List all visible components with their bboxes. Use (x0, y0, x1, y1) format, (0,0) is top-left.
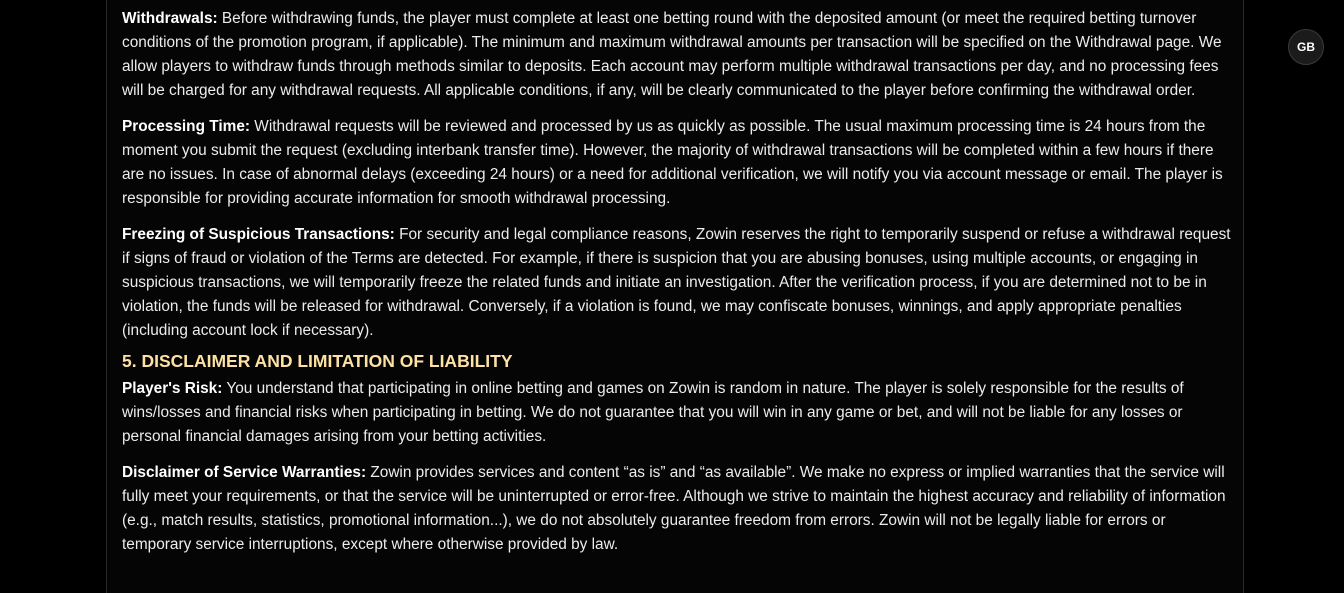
terms-content (122, 7, 1234, 569)
processing-time-paragraph (122, 115, 1234, 211)
service-warranties-paragraph (122, 461, 1234, 557)
language-selector-button[interactable]: GB (1288, 29, 1324, 65)
freezing-paragraph (122, 223, 1234, 343)
processing-time-text: Withdrawal requests will be reviewed and processed by us as quickly as possible. The usual maximum processing time is 24 hours from the moment you submit the request (excluding interbank transfer time). However, the majority of withdrawal transactions will be completed within a few hours if there are no issues. In case of abnormal delays (exceeding 24 hours) or a need for additional verification, we will notify you via account message or email. The player is responsible for providing accurate information for smooth withdrawal processing. (122, 118, 1223, 207)
freezing-label: Freezing of Suspicious Transactions: (122, 226, 395, 243)
terms-content-panel (106, 0, 1244, 593)
withdrawals-paragraph (122, 7, 1234, 103)
freezing-text: For security and legal compliance reasons, Zowin reserves the right to temporarily suspend or refuse a withdrawal request if signs of fraud or violation of the Terms are detected. For example, if there is suspicion that you are abusing bonuses, using multiple accounts, or engaging in suspicious transactions, we will temporarily freeze the related funds and initiate an investigation. After the verification process, if you are determined not to be in violation, the funds will be released for withdrawal. Conversely, if a violation is found, we may confiscate bonuses, winnings, and apply appropriate penalties (including account lock if necessary). (122, 226, 1231, 339)
disclaimer-section-heading: 5. DISCLAIMER AND LIMITATION OF LIABILITY (122, 351, 513, 371)
processing-time-label: Processing Time: (122, 118, 251, 135)
service-warranties-label: Disclaimer of Service Warranties: (122, 464, 367, 481)
players-risk-paragraph (122, 377, 1234, 449)
withdrawals-text: Before withdrawing funds, the player must complete at least one betting round with the deposited amount (or meet the required betting turnover conditions of the promotion program, if applicable). The minimum and maximum withdrawal amounts per transaction will be specified on the Withdrawal page. We allow players to withdraw funds through methods similar to deposits. Each account may perform multiple withdrawal transactions per day, and no processing fees will be charged for any withdrawal requests. All applicable conditions, if any, will be clearly communicated to the player before confirming the withdrawal order. (122, 10, 1222, 99)
players-risk-label: Player's Risk: (122, 380, 223, 397)
withdrawals-label: Withdrawals: (122, 10, 218, 27)
players-risk-text: You understand that participating in online betting and games on Zowin is random in nature. The player is solely responsible for the results of wins/losses and financial risks when participating in betting. We do not guarantee that you will win in any game or bet, and will not be liable for any losses or personal financial damages arising from your betting activities. (122, 380, 1184, 445)
service-warranties-text: Zowin provides services and content “as is” and “as available”. We make no express or implied warranties that the service will fully meet your requirements, or that the service will be uninterrupted or error-free. Although we strive to maintain the highest accuracy and reliability of information (e.g., match results, statistics, promotional information...), we do not absolutely guarantee freedom from errors. Zowin will not be legally liable for errors or temporary service interruptions, except where otherwise provided by law. (122, 464, 1226, 553)
